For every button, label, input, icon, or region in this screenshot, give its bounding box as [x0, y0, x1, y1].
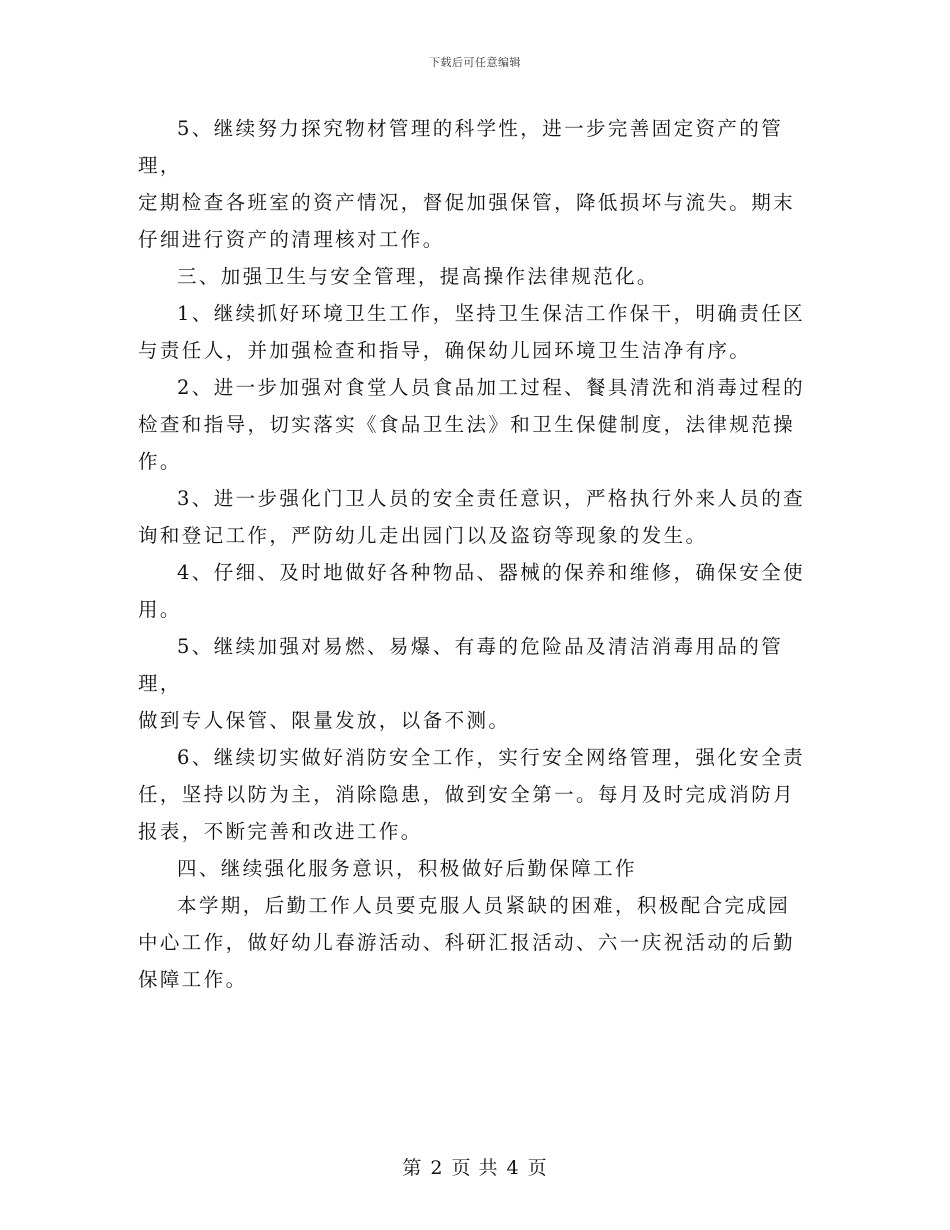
footer-page-number: 2: [430, 1157, 444, 1179]
paragraph-line: 三、加强卫生与安全管理，提高操作法律规范化。: [177, 265, 659, 288]
paragraph-line: 中心工作，做好幼儿春游活动、科研汇报活动、六一庆祝活动的后勤: [138, 931, 796, 954]
paragraph-line: 作。: [138, 450, 182, 473]
footer-suffix: 页: [527, 1157, 548, 1179]
paragraph-line: 询和登记工作，严防幼儿走出园门以及盗窃等现象的发生。: [138, 524, 708, 547]
paragraph: [138, 258, 818, 295]
page-footer: [0, 1153, 950, 1180]
paragraph-line: 1、继续抓好环境卫生工作，坚持卫生保洁工作保干，明确责任区: [177, 302, 806, 325]
paragraph-line: 检查和指导，切实落实《食品卫生法》和卫生保健制度，法律规范操: [138, 413, 796, 436]
paragraph-line: 5、继续加强对易燃、易爆、有毒的危险品及清洁消毒用品的管理，: [138, 635, 784, 695]
footer-total-pages: 4: [506, 1157, 520, 1179]
paragraph-line: 与责任人，并加强检查和指导，确保幼儿园环境卫生洁净有序。: [138, 339, 752, 362]
paragraph-line: 仔细进行资产的清理核对工作。: [138, 228, 445, 251]
paragraph: [138, 554, 818, 628]
paragraph-line: 4、仔细、及时地做好各种物品、器械的保养和维修，确保安全使: [177, 561, 806, 584]
paragraph-line: 四、继续强化服务意识，积极做好后勤保障工作: [177, 857, 637, 880]
paragraph-line: 保障工作。: [138, 968, 248, 991]
paragraph-line: 任，坚持以防为主，消除隐患，做到安全第一。每月及时完成消防月: [138, 783, 796, 806]
paragraph-line: 用。: [138, 598, 182, 621]
footer-prefix: 第: [402, 1157, 423, 1179]
paragraph-line: 做到专人保管、限量发放，以备不测。: [138, 709, 511, 732]
paragraph: [138, 480, 818, 554]
document-body: [138, 110, 818, 998]
header-note: 下载后可任意编辑: [429, 56, 521, 69]
paragraph-line: 定期检查各班室的资产情况，督促加强保管，降低损坏与流失。期末: [138, 191, 796, 214]
paragraph-line: 本学期，后勤工作人员要克服人员紧缺的困难，积极配合完成园: [177, 894, 791, 917]
paragraph: [138, 850, 818, 887]
paragraph: [138, 110, 818, 258]
paragraph: [138, 739, 818, 850]
paragraph-line: 3、进一步强化门卫人员的安全责任意识，严格执行外来人员的查: [177, 487, 806, 510]
paragraph: [138, 628, 818, 739]
paragraph: [138, 887, 818, 998]
paragraph-line: 5、继续努力探究物材管理的科学性，进一步完善固定资产的管理，: [138, 117, 784, 177]
paragraph-line: 6、继续切实做好消防安全工作，实行安全网络管理，强化安全责: [177, 746, 806, 769]
paragraph-line: 2、进一步加强对食堂人员食品加工过程、餐具清洗和消毒过程的: [177, 376, 806, 399]
paragraph-line: 报表，不断完善和改进工作。: [138, 820, 423, 843]
paragraph: [138, 295, 818, 369]
paragraph: [138, 369, 818, 480]
footer-middle: 页 共: [451, 1157, 499, 1179]
